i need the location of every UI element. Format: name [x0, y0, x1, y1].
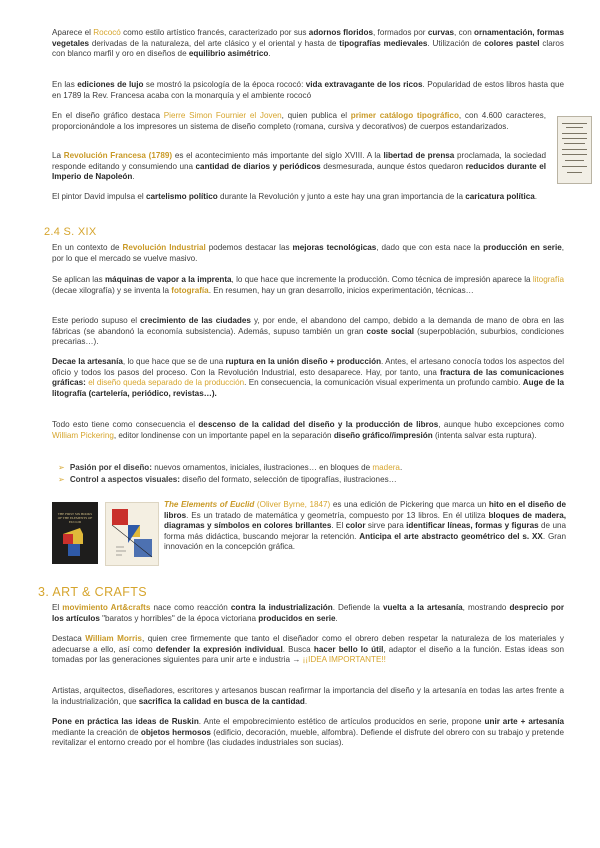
xix-paragraph-5: Todo esto tiene como consecuencia el descenso de la calidad del diseño y la producción de libros, aunque hubo excepciones como William Pickering, editor londinense con un importante papel en la separación diseño gráfico//impresión (intenta salvar esta ruptura).	[52, 420, 564, 440]
euclid-paragraph: The Elements of Euclid (Oliver Byrne, 1847) es una edición de Pickering que marca un hito en el diseño de libros. Es un tratado de matemática y geometría, compuesto por 13 libros. En él utiliza bloques de madera, diagramas y símbolos en colores brillantes. El color sirve para identificar líneas, formas y figuras de una forma más didáctica, buscando mejorar la retención. Anticipa el arte abstracto geométrico del s. XX. Gran innovación en la concepción gráfica.	[164, 500, 567, 552]
arts-paragraph-3: Artistas, arquitectos, diseñadores, escritores y artesanos buscan reafirmar la importancia del diseño y la artesanía en todas las artes frente a la industrialización, que sacrifica la calidad en busca de la cantidad.	[52, 686, 564, 706]
euclid-book-cover-image	[52, 502, 98, 564]
rococo-paragraph-4: La Revolución Francesa (1789) es el acontecimiento más importante del siglo XVIII. A la libertad de prensa proclamada, la sociedad responde editando y consumiendo una cantidad de diarios y periódicos desmesurada, aunque éstos quedaron reducidos durante el Imperio de Napoleón.	[52, 151, 546, 182]
arrow-right-icon: ➢	[58, 463, 65, 472]
bullet-design-passion: ➢ Pasión por el diseño: nuevos ornamentos, iniciales, ilustraciones… en bloques de madera.	[58, 463, 403, 472]
section-heading-s-xix: 2.4 S. XIX	[44, 226, 97, 238]
xix-paragraph-3: Este periodo supuso el crecimiento de las ciudades y, por ende, el abandono del campo, debido a la demanda de mano de obra en las fábricas (se abandonó la economía subsistencia). Además, supuso también un gran coste social (superpoblación, suburbios, condiciones precarias…).	[52, 316, 564, 347]
section-heading-arts-crafts: 3. ART & CRAFTS	[38, 585, 148, 599]
rococo-paragraph-5: El pintor David impulsa el cartelismo político durante la Revolución y junto a este hay una gran importancia de la caricatura política.	[52, 192, 538, 201]
arts-paragraph-4: Pone en práctica las ideas de Ruskin. Ante el empobrecimiento estético de artículos producidos en serie, propone unir arte + artesanía mediante la creación de objetos hermosos (edificio, decoración, mueble, alfombra). Defiende el disfrute del obrero con su trabajo y pretende revitalizar el entorno creado por el hombre (las ciudades industriales son sucias).	[52, 717, 565, 748]
euclid-diagram	[106, 503, 158, 565]
typographic-catalog-image	[557, 116, 592, 184]
xix-paragraph-4: Decae la artesanía, lo que hace que se de una ruptura en la unión diseño + producción. Antes, el artesano conocía todos los aspectos del oficio y todos los pasos del proceso. Con la Revolución Industrial, esto desaparece. Hay, por tanto, una fractura de las comunicaciones gráficas: el diseño queda separado de la producción. En consecuencia, la comunicación visual experimenta un profundo cambio. Auge de la litografía (cartelería, periódico, revistas…).	[52, 357, 564, 398]
euclid-diagram-image	[105, 502, 159, 566]
book-cover-diagram	[52, 502, 98, 564]
rococo-paragraph-1: Aparece el Rococó como estilo artístico francés, caracterizado por sus adornos floridos, formados por curvas, con ornamentación, formas vegetales derivadas de la naturaleza, del arte clásico y el oriental y hasta de tipografías medievales. Utilización de colores pastel claros con blanco marfil y oro en diseños de equilibrio asimétrico.	[52, 28, 564, 59]
xix-paragraph-1: En un contexto de Revolución Industrial podemos destacar las mejoras tecnológicas, dado que con esta nace la producción en serie, por lo que el mercado se vuelve masivo.	[52, 243, 564, 263]
book-cover-title: THE FIRST SIX BOOKS OF THE ELEMENTS OF EUCLID	[57, 512, 93, 524]
bullet-visual-control: ➢ Control a aspectos visuales: diseño del formato, selección de tipografías, ilustraciones…	[58, 475, 397, 484]
rococo-paragraph-3: En el diseño gráfico destaca Pierre Simon Fournier el Joven, quien publica el primer catálogo tipográfico, con 4.600 caracteres, proporcionándole a los impresores un sistema de diseño completo (romana, cursiva y decorativos) de cuerpos estandarizados.	[52, 111, 546, 131]
rococo-paragraph-2: En las ediciones de lujo se mostró la psicología de la época rococó: vida extravagante de los ricos. Popularidad de estos libros hasta que en 1789 la Rev. Francesa acaba con la monarquía y el ambiente rococó	[52, 80, 565, 100]
arts-paragraph-1: El movimiento Art&crafts nace como reacción contra la industrialización. Defiende la vuelta a la artesanía, mostrando desprecio por los artículos "baratos y horribles" de la época victoriana producidos en serie.	[52, 603, 564, 623]
arts-paragraph-2: Destaca William Morris, quien cree firmemente que tanto el diseñador como el obrero deben respetar la naturaleza de los materiales y adecuarse a ello, así como defender la expresión individual. Busca hacer bello lo útil, adaptor el diseño a la función. Estas ideas son tomadas por las generaciones siguientes para unir arte e industria → ¡¡IDEA IMPORTANTE!!	[52, 634, 564, 665]
xix-paragraph-2: Se aplican las máquinas de vapor a la imprenta, lo que hace que incremente la producción. Como técnica de impresión aparece la litografía (decae xilografía) y se inventa la fotografía. En resumen, hay un gran desarrollo, inicios experimentación, técnicas…	[52, 275, 564, 295]
arrow-right-icon: ➢	[58, 475, 65, 484]
